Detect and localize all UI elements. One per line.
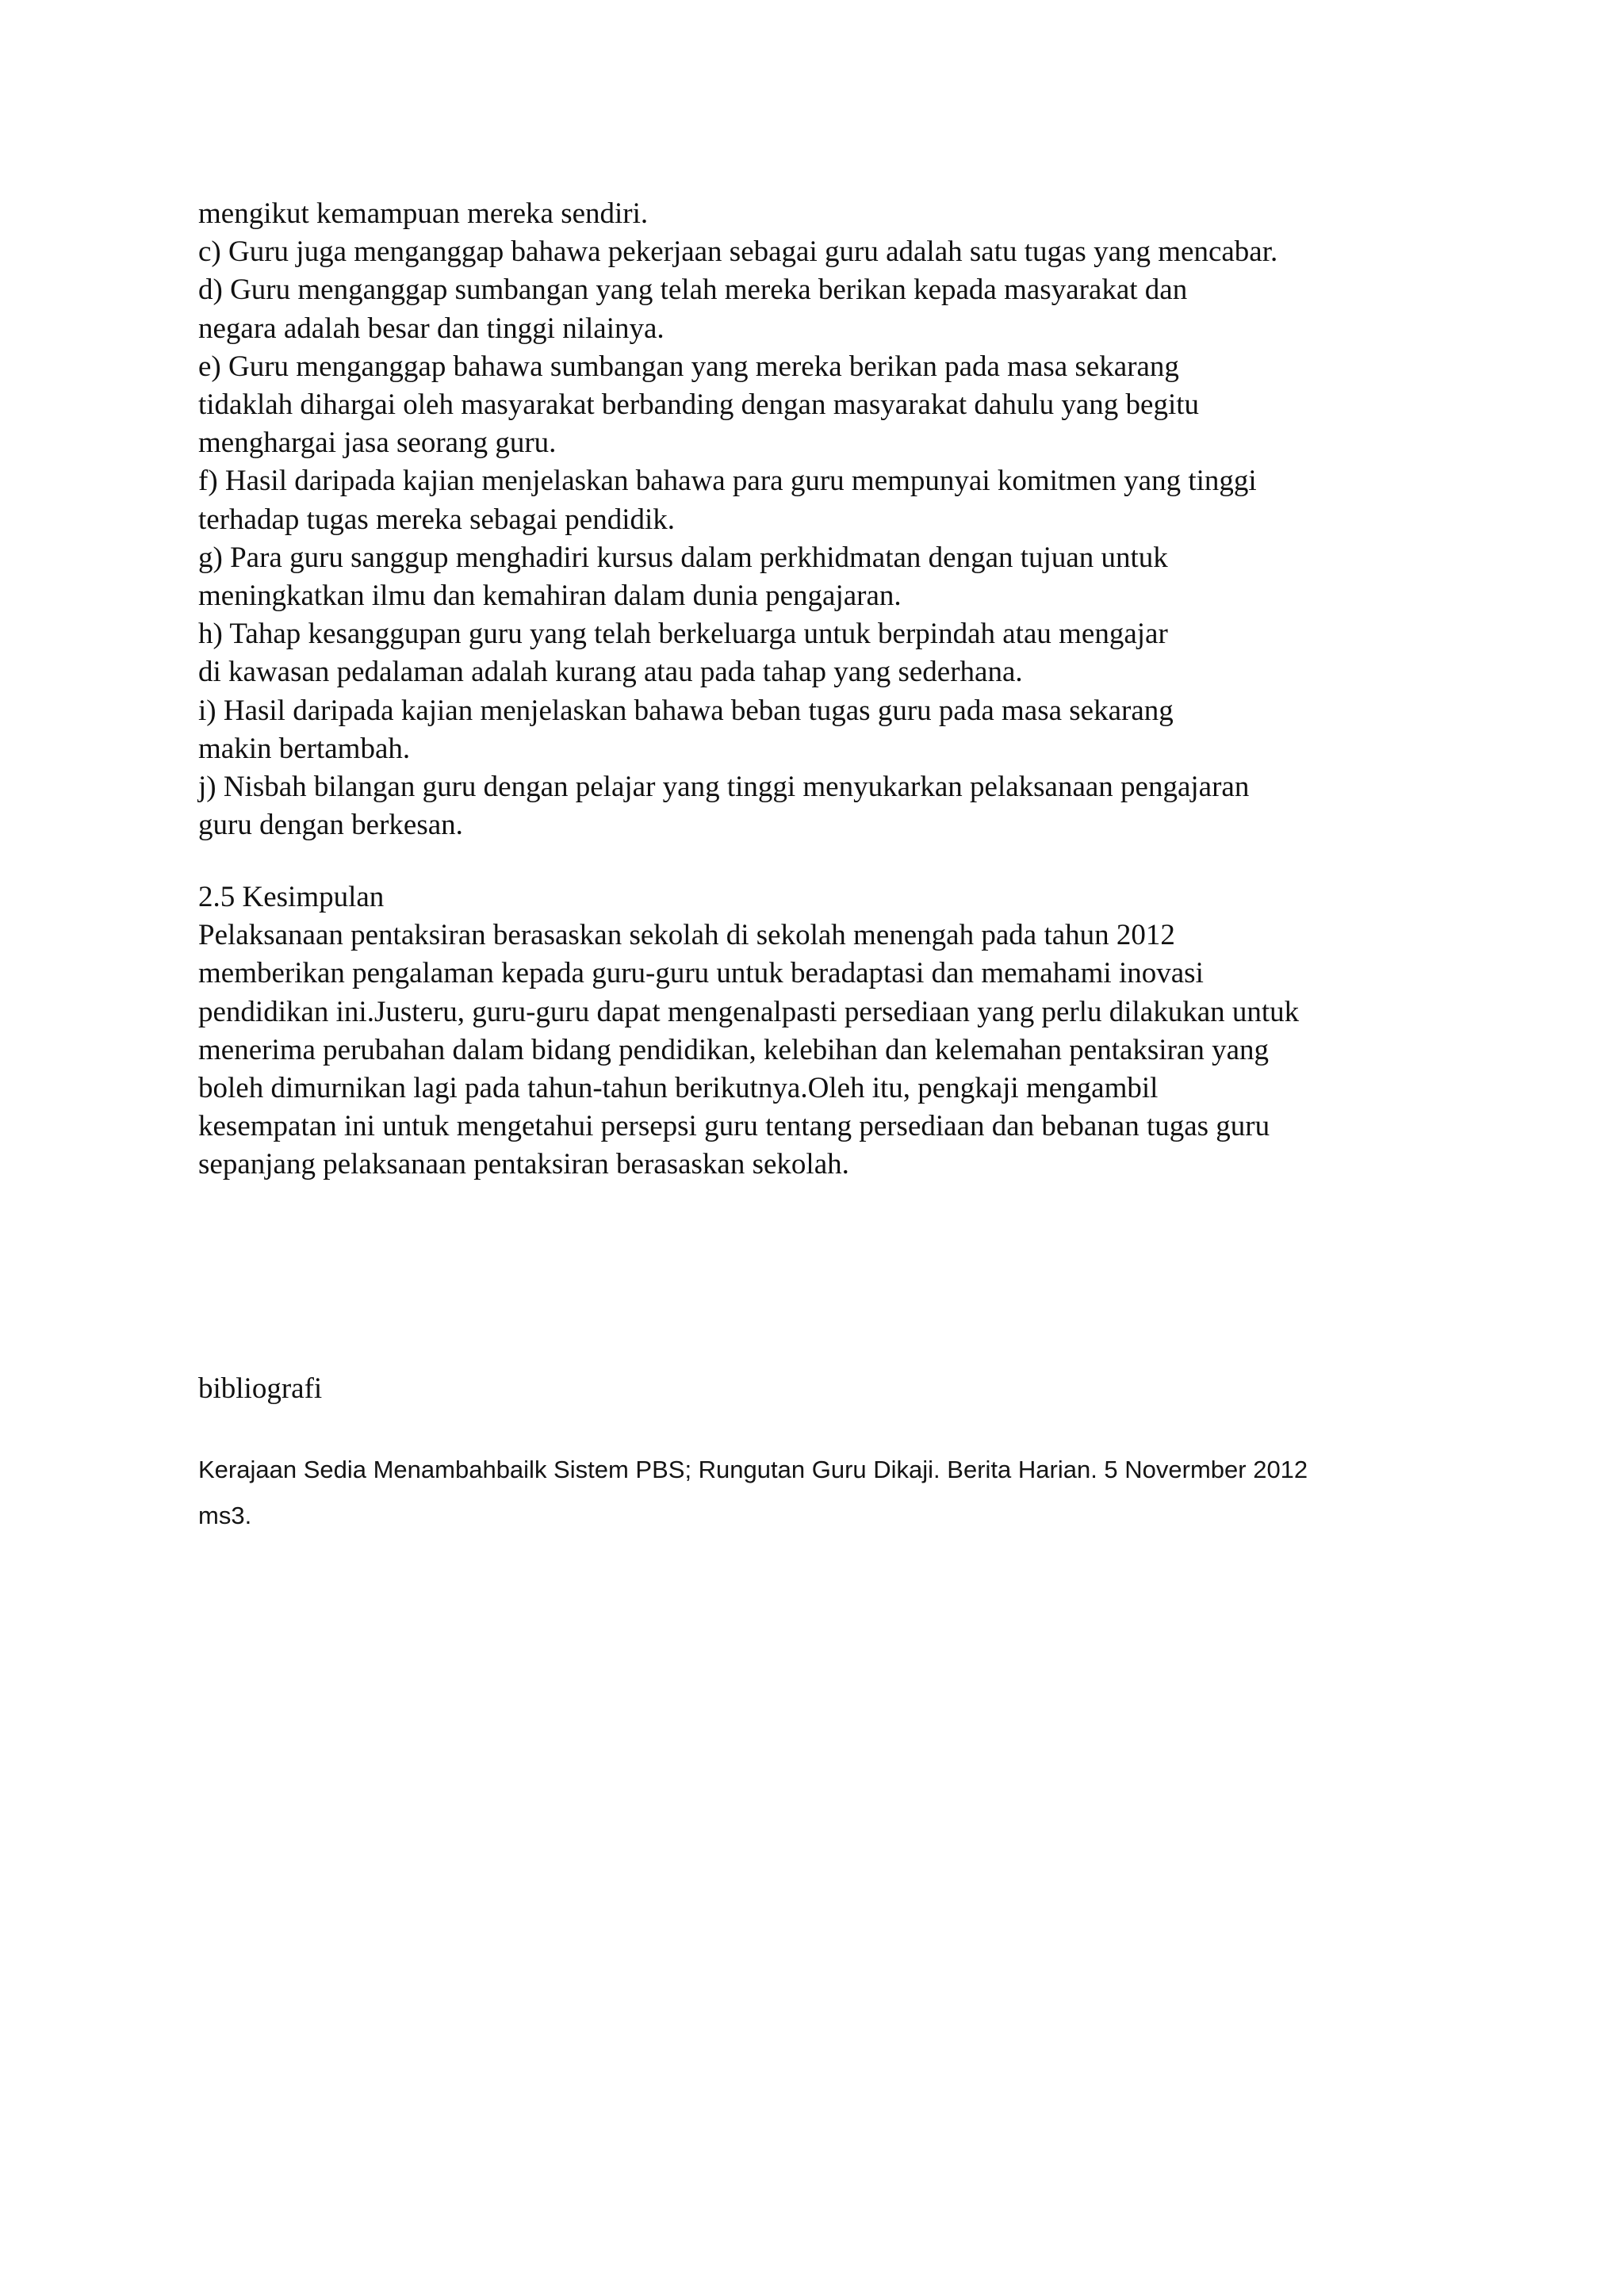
finding-d-cont: negara adalah besar dan tinggi nilainya.: [198, 312, 665, 345]
finding-g-cont: meningkatkan ilmu dan kemahiran dalam dunia pengajaran.: [198, 580, 902, 613]
finding-h: h) Tahap kesanggupan guru yang telah berkeluarga untuk berpindah atau mengajar: [198, 618, 1168, 651]
finding-e: e) Guru menganggap bahawa sumbangan yang mereka berikan pada masa sekarang: [198, 350, 1179, 383]
conclusion-line: pendidikan ini.Justeru, guru-guru dapat mengenalpasti persediaan yang perlu dilakukan untuk: [198, 995, 1300, 1028]
finding-e-cont: tidaklah dihargai oleh masyarakat berbanding dengan masyarakat dahulu yang begitu: [198, 388, 1200, 422]
finding-i-cont: makin bertambah.: [198, 732, 411, 765]
findings-list: [198, 195, 1467, 844]
conclusion-section: [198, 878, 1467, 1184]
finding-f-cont: terhadap tugas mereka sebagai pendidik.: [198, 503, 676, 536]
finding-i: i) Hasil daripada kajian menjelaskan bahawa beban tugas guru pada masa sekarang: [198, 694, 1174, 727]
conclusion-line: memberikan pengalaman kepada guru-guru untuk beradaptasi dan memahami inovasi: [198, 957, 1204, 990]
conclusion-line: Pelaksanaan pentaksiran berasaskan sekolah di sekolah menengah pada tahun 2012: [198, 919, 1175, 952]
section-heading: 2.5 Kesimpulan: [198, 881, 385, 913]
finding-h-cont: di kawasan pedalaman adalah kurang atau pada tahap yang sederhana.: [198, 656, 1023, 689]
finding-j-cont: guru dengan berkesan.: [198, 809, 463, 842]
bibliography-entry: [198, 1447, 1507, 1539]
findings-line: mengikut kemampuan mereka sendiri.: [198, 197, 649, 230]
conclusion-line: menerima perubahan dalam bidang pendidikan, kelebihan dan kelemahan pentaksiran yang: [198, 1033, 1269, 1066]
finding-e-cont: menghargai jasa seorang guru.: [198, 427, 557, 460]
finding-j: j) Nisbah bilangan guru dengan pelajar yang tinggi menyukarkan pelaksanaan pengajaran: [198, 771, 1250, 804]
finding-c: c) Guru juga menganggap bahawa pekerjaan sebagai guru adalah satu tugas yang mencabar.: [198, 235, 1278, 269]
conclusion-line: sepanjang pelaksanaan pentaksiran berasaskan sekolah.: [198, 1148, 849, 1181]
finding-d: d) Guru menganggap sumbangan yang telah mereka berikan kepada masyarakat dan: [198, 274, 1188, 307]
bibliography-entry-line: ms3.: [198, 1502, 252, 1529]
conclusion-line: boleh dimurnikan lagi pada tahun-tahun berikutnya.Oleh itu, pengkaji mengambil: [198, 1072, 1159, 1105]
finding-f: f) Hasil daripada kajian menjelaskan bahawa para guru mempunyai komitmen yang tinggi: [198, 465, 1257, 498]
finding-g: g) Para guru sanggup menghadiri kursus dalam perkhidmatan dengan tujuan untuk: [198, 541, 1168, 574]
bibliography-entry-line: Kerajaan Sedia Menambahbailk Sistem PBS; Rungutan Guru Dikaji. Berita Harian. 5 Novermber 2012: [198, 1456, 1308, 1483]
conclusion-line: kesempatan ini untuk mengetahui persepsi guru tentang persediaan dan bebanan tugas guru: [198, 1110, 1270, 1143]
bibliography-heading: bibliografi: [198, 1372, 323, 1405]
